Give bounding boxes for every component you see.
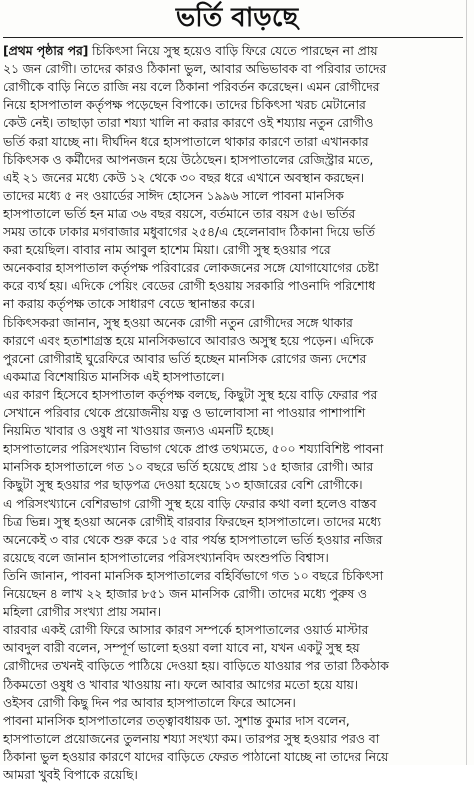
article-line-text: পুরনো রোগীরাই ঘুরেফিরে আবার ভর্তি হচ্ছেন মানসিক রোগের জন্য দেশের: [3, 350, 367, 366]
article-line-text: নিয়মিত খাবার ও ওষুধ না খাওয়ার জন্যও এমনটি হচ্ছে।: [3, 423, 274, 439]
article-line-text: ঠিকমতো ওষুধ ও খাবার খাওয়ায় না। ফলে আবার আগের মতো হয়ে যায়।: [3, 676, 359, 692]
article-line-text: হাসপাতালে ভর্তি হন মাত্র ৩৬ বছর বয়সে, বর্তমানে তার বয়স ৫৬। ভর্তির: [3, 205, 356, 221]
column-edge-divider: [466, 0, 467, 765]
article-line-text: না করায় কর্তৃপক্ষ তাকে সাধারণ বেডে স্থানান্তর করে।: [3, 296, 255, 312]
article-line: [3, 764, 458, 785]
article-line-text: চিকিৎসকরা জানান, সুস্থ হওয়া অনেক রোগী নতুন রোগীদের সঙ্গে থাকার: [3, 314, 353, 330]
article-line-text: হাসপাতালের পরিসংখ্যান বিভাগ থেকে প্রাপ্ত তথ্যমতে, ৫০০ শয্যাবিশিষ্ট পাবনা: [3, 441, 384, 457]
article-line-text: ঠিকানা ভুল হওয়ার কারণে যাদের বাড়িতে ফেরত পাঠানো যাচ্ছে না তাদের নিয়ে: [3, 748, 389, 764]
article-line-text: কেউ নেই। তাছাড়া তারা শয্যা খালি না করার কারণে ওই শয্যায় নতুন রোগীও: [3, 115, 374, 131]
article-line-text: হাসপাতালে প্রয়োজনের তুলনায় শয্যা সংখ্যা কম। তারপর সুস্থ হওয়ার পরও বা: [3, 730, 380, 746]
article-line-text: মহিলা রোগীর সংখ্যা প্রায় সমান।: [3, 604, 161, 620]
article-line-text: অনেকবার হাসপাতাল কর্তৃপক্ষ পরিবারের লোকজনের সঙ্গে যোগাযোগের চেষ্টা: [3, 260, 379, 276]
article-line-text: রয়েছে বলে জানান হাসপাতালের পরিসংখ্যানবিদ অংশুপতি বিশ্বাস।: [3, 549, 329, 565]
article-line-text: মানসিক হাসপাতালে গত ১০ বছরে ভর্তি হয়েছে প্রায় ১৫ হাজার রোগী। আর: [3, 459, 373, 475]
article-line-text: কারণে এবং হতাশাগ্রস্ত হয়ে মানসিকভাবে আবারও অসুস্থ হয়ে পড়েন। এদিকে: [3, 332, 374, 348]
article-line-text: পাবনা মানসিক হাসপাতালের তত্ত্বাবধায়ক ডা. সুশান্ত কুমার দাস বলেন,: [3, 712, 350, 728]
article-line-text: সময় তাকে ঢাকার মগবাজার মধুবাগের ২৫৪/এ হেলেনাবাদ ঠিকানা দিয়ে ভর্তি: [3, 224, 375, 239]
article-line-text: চিকিৎসক ও কর্মীদের আপনজন হয়ে উঠেছেন। হাসপাতালের রেজিস্ট্রার মতে,: [3, 151, 374, 167]
article-line-text: রোগীদের তখনই বাড়িতে পাঠিয়ে দেওয়া হয়। বাড়িতে যাওয়ার পর তারা ঠিকঠাক: [3, 658, 389, 674]
headline: ভর্তি বাড়ছে: [175, 3, 299, 33]
article-line-text: ওইসব রোগী কিছু দিন পর আবার হাসপাতালে ফিরে আসেন।: [3, 694, 296, 710]
article-line-text: রোগীকে বাড়ি নিতে রাজি নয় বলে ঠিকানা পরিবর্তন করেছেন। এমন রোগীদের: [3, 79, 380, 95]
article-line-text: এ পরিসংখ্যানে বেশিরভাগ রোগী সুস্থ হয়ে বাড়ি ফেরার কথা বলা হলেও বাস্তব: [3, 495, 377, 511]
headline-divider: [3, 37, 463, 38]
article-line-text: বারবার একই রোগী ফিরে আসার কারণ সম্পর্কে হাসপাতালের ওয়ার্ড মাস্টার: [3, 622, 369, 638]
continuation-label: [প্রথম পৃষ্ঠার পর]: [3, 43, 89, 58]
article-line-text: একমাত্র বিশেষায়িত মানসিক এই হাসপাতালে।: [3, 368, 225, 384]
article-line-text: নিয়ে হাসপাতাল কর্তৃপক্ষ পড়েছেন বিপাকে। তাদের চিকিৎসা খরচ মেটানোর: [3, 97, 366, 113]
article-line-text: চিকিৎসা নিয়ে সুস্থ হয়েও বাড়ি ফিরে যেতে পারছেন না প্রায়: [88, 43, 378, 58]
article-line-text: ভর্তি করা যাচ্ছে না। দীর্ঘদিন ধরে হাসপাতালে থাকার কারণে তারা এখানকার: [3, 133, 369, 149]
article-line-text: সেখানে পরিবার থেকে প্রয়োজনীয় যত্ন ও ভালোবাসা না পাওয়ার পাশাপাশি: [3, 405, 366, 420]
article-line-text: আমরা খুবই বিপাকে রয়েছি।: [3, 767, 138, 782]
article-line-text: তিনি জানান, পাবনা মানসিক হাসপাতালের বহির্বিভাগে গত ১০ বছরে চিকিৎসা: [3, 567, 383, 583]
article-line-text: এই ২১ জনের মধ্যে কেউ ১২ থেকে ৩০ বছর ধরে এখানে অবস্থান করছেন।: [3, 169, 365, 185]
article-line-text: নিয়েছেন ৪ লাখ ২২ হাজার ৮৫১ জন মানসিক রোগী। তাদের মধ্যে পুরুষ ও: [3, 586, 367, 601]
article-line-text: করা হয়েছিল। বাবার নাম আবুল হাশেম মিয়া। রোগী সুস্থ হওয়ার পরে: [3, 242, 331, 258]
article-line-text: আবদুল বারী বলেন, সম্পূর্ণ ভালো হওয়া বলা যাবে না, যখন একটু সুস্থ হয়: [3, 640, 360, 656]
article-line-text: তাদের মধ্যে ৫ নং ওয়ার্ডের সাঈদ হোসেন ১৯৯৬ সালে পাবনা মানসিক: [3, 187, 344, 203]
article-line-text: এর কারণ হিসেবে হাসপাতাল কর্তৃপক্ষ বলছে, কিছুটা সুস্থ হয়ে বাড়ি ফেরার পর: [3, 386, 378, 402]
article-line-text: ২১ জন রোগী। তাদের কারও ঠিকানা ভুল, আবার অভিভাবক বা পরিবার তাদের: [3, 61, 387, 77]
article-line-text: চিত্র ভিন্ন। সুস্থ হওয়া অনেক রোগীই বারবার ফিরছেন হাসপাতালে। তাদের মধ্যে: [3, 513, 381, 529]
article-line-text: কিছুটা সুস্থ হওয়ার পর ছাড়পত্র দেওয়া হয়েছে ১৩ হাজারের বেশি রোগীকে।: [3, 477, 363, 493]
article-line-text: করে ব্যর্থ হয়। এদিকে পেয়িং বেডের রোগী হওয়ায় সরকারি পাওনাদি পরিশোধ: [3, 278, 376, 294]
article-line-text: অনেকেই ৩ বার থেকে শুরু করে ১৫ বার পর্যন্ত হাসপাতালে ভর্তি হওয়ার নজির: [3, 531, 383, 547]
